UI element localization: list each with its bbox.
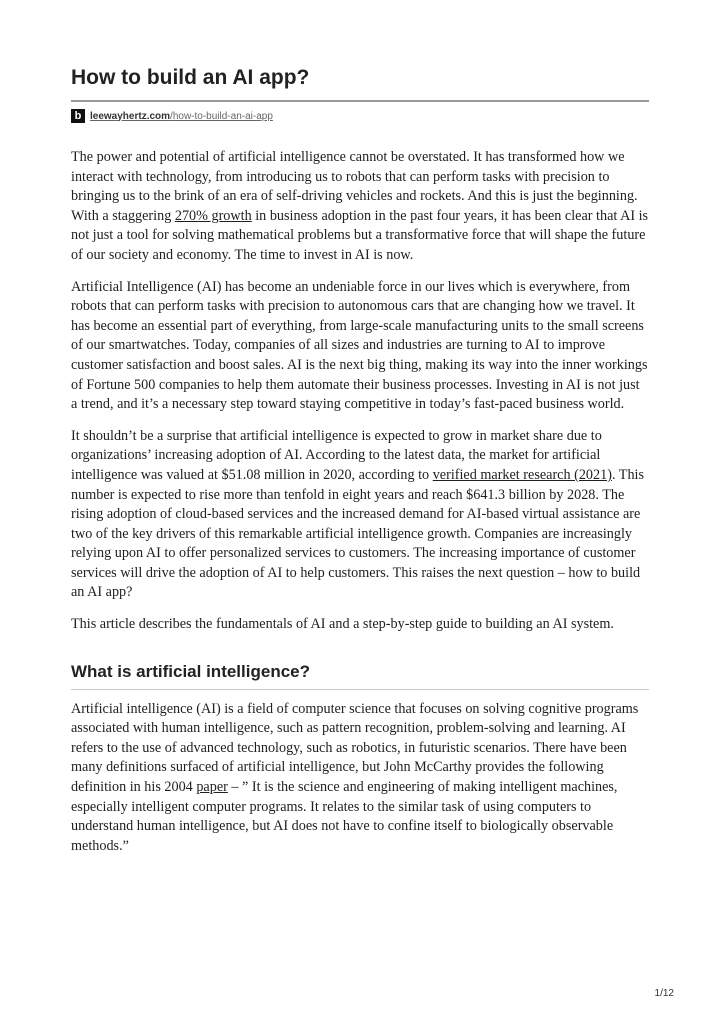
source-domain: leewayhertz.com [90,110,171,122]
paragraph-text: The power and potential of artificial intelligence cannot be overstated. It has transformed how we interact with technology, from introducing us to robots that can perform tasks with precision to bringing us to the brink of an era of self-driving vehicles and rockets. And this is just the beginning. With a staggering [71,149,638,224]
page-number: 1/12 [654,988,674,999]
paragraph-definition [71,700,649,857]
verified-market-research-link[interactable]: verified market research (2021) [432,466,612,483]
paragraph-text: in business adoption in the past four years, it has been clear that AI is not just a tool for solving mathematical problems but a transformative force that will shape the future of our society and economy. The time to invest in AI is now. [71,207,649,263]
b-square-icon: b [71,109,85,123]
section-heading: What is artificial intelligence? [71,661,310,681]
paragraph-intro [71,148,649,266]
source-link[interactable] [90,111,273,122]
paragraph-article-summary: This article describes the fundamentals of AI and a step-by-step guide to building an AI system. [71,616,614,633]
paragraph-text: It shouldn’t be a surprise that artificial intelligence is expected to grow in market share due to organizations’ increasing adoption of AI. According to the latest data, the market for artificial intelligence was valued at $51.08 million in 2020, according to [71,427,602,483]
paragraph-text: Artificial intelligence (AI) is a field of computer science that focuses on solving cognitive programs associated with human intelligence, such as pattern recognition, problem-solving and learning. AI refers to the use of advanced technology, such as robotics, in futuristic scenarios. There have been many definitions surfaced of artificial intelligence, but John McCarthy provides the following definition in his 2004 [71,700,639,796]
source-path: /how-to-build-an-ai-app [170,110,273,122]
paragraph-ai-force: Artificial Intelligence (AI) has become an undeniable force in our lives which is everywhere, from robots that can perform tasks with precision to autonomous cars that are changing how we travel. It has become an essential part of everything, from large-scale manufacturing units to the small screens of our smartwatches. Today, companies of all sizes and industries are turning to AI to improve customer satisfaction and boost sales. AI is the next big thing, making its way into the inner workings of Fortune 500 companies to help them automate their business processes. Investing in AI is not just a trend, and it’s a necessary step toward staying competitive in today’s fast-paced business world. [71,278,648,413]
source-line [71,108,649,124]
paper-link[interactable]: paper [196,779,228,796]
paragraph-text: . This number is expected to rise more than tenfold in eight years and reach $641.3 billion by 2028. The rising adoption of cloud-based services and the increased demand for AI-based virtual assistance are two of the key drivers of this remarkable artificial intelligence growth. Companies are increasingly relying upon AI to offer personalized services to customers. The increasing importance of customer services will drive the adoption of AI to help customers. This raises the next question – how to build an AI app? [71,466,644,601]
page-title: How to build an AI app? [71,66,310,89]
paragraph-text: – ” It is the science and engineering of making intelligent machines, especially intelligent computer programs. It relates to the similar task of using computers to understand human intelligence, but AI does not have to confine itself to biologically observable methods.” [71,779,618,854]
section-divider [71,689,649,690]
title-divider [71,100,649,102]
article [71,64,649,868]
paragraph-market [71,427,649,603]
growth-link[interactable]: 270% growth [174,207,252,224]
